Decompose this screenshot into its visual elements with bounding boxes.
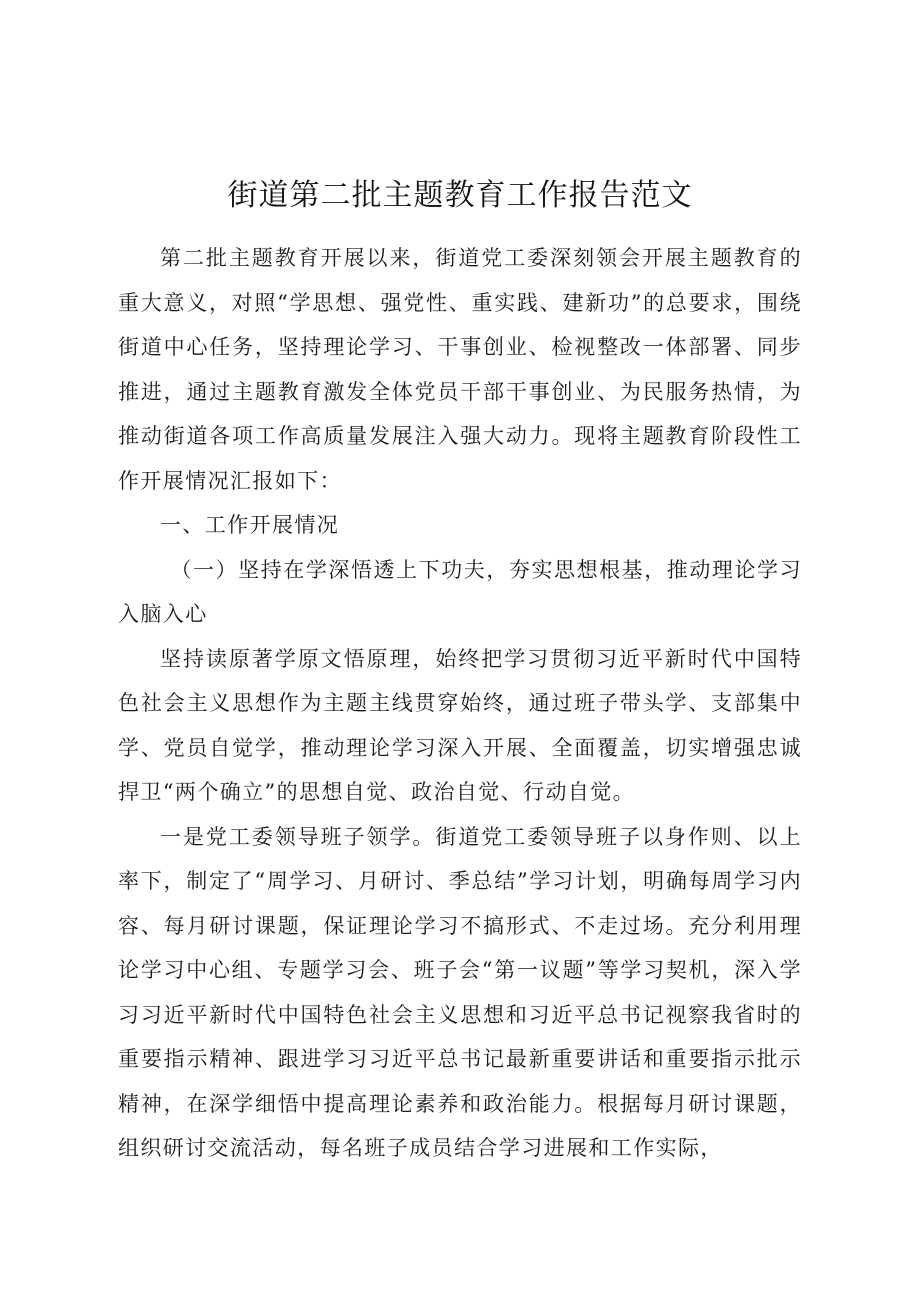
intro-paragraph: 第二批主题教育开展以来，街道党工委深刻领会开展主题教育的重大意义，对照“学思想、强党性、重实践、建新功”的总要求，围绕街道中心任务，坚持理论学习、干事创业、检视整改一体部署、同步推进，通过主题教育激发全体党员干部干事创业、为民服务热情，为推动街道各项工作高质量发展注入强大动力。现将主题教育阶段性工作开展情况汇报如下： [118,246,802,493]
body-paragraph: 坚持读原著学原文悟原理，始终把学习贯彻习近平新时代中国特色社会主义思想作为主题主线贯穿始终，通过班子带头学、支部集中学、党员自觉学，推动理论学习深入开展、全面覆盖，切实增强忠诚捍卫“两个确立”的思想自觉、政治自觉、行动自觉。 [118,646,802,804]
document-title: 街道第二批主题教育工作报告范文 [227,178,693,213]
subsection-heading: （一）坚持在学深悟透上下功夫，夯实思想根基，推动理论学习入脑入心 [118,557,802,626]
section-heading: 一、工作开展情况 [160,513,340,537]
body-paragraph: 一是党工委领导班子领学。街道党工委领导班子以身作则、以上率下，制定了“周学习、月研讨、季总结”学习计划，明确每周学习内容、每月研讨课题，保证理论学习不搞形式、不走过场。充分利用理论学习中心组、专题学习会、班子会“第一议题”等学习契机，深入学习习近平新时代中国特色社会主义思想和习近平总书记视察我省时的重要指示精神、跟进学习习近平总书记最新重要讲话和重要指示批示精神，在深学细悟中提高理论素养和政治能力。根据每月研讨课题，组织研讨交流活动，每名班子成员结合学习进展和工作实际， [118,824,802,1160]
document-body [118,236,802,1171]
